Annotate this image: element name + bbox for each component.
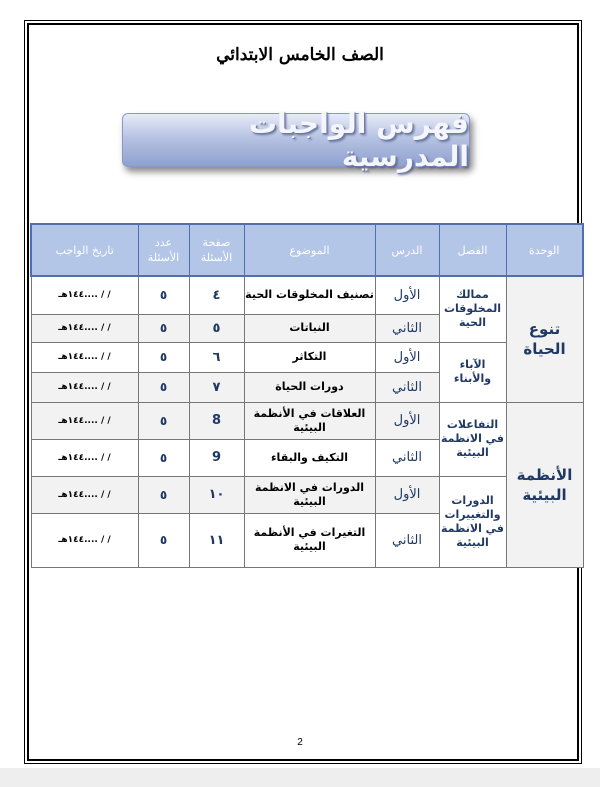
page-cell: 9 <box>189 439 244 476</box>
page-cell: ١١ <box>189 513 244 567</box>
count-cell: ٥ <box>138 402 189 439</box>
date-cell: / / ....١٤٤هـ <box>31 439 138 476</box>
chapter-cell: الدورات والتغييرات في الانظمة البيئية <box>439 476 506 567</box>
chapter-cell: التفاعلات في الانظمة البيئية <box>439 402 506 476</box>
col-header-chapter: الفصل <box>439 224 506 276</box>
col-header-page: صفحة الأسئلة <box>189 224 244 276</box>
date-cell: / / ....١٤٤هـ <box>31 476 138 513</box>
col-header-lesson: الدرس <box>375 224 439 276</box>
page-cell: ١٠ <box>189 476 244 513</box>
topic-cell: دورات الحياة <box>244 372 375 402</box>
topic-cell: التغيرات في الأنظمة البيئية <box>244 513 375 567</box>
page-cell: ٥ <box>189 314 244 342</box>
unit-cell: الأنظمة البيئية <box>506 402 583 567</box>
count-cell: ٥ <box>138 342 189 372</box>
lesson-cell: الثاني <box>375 314 439 342</box>
lesson-cell: الثاني <box>375 439 439 476</box>
date-cell: / / ....١٤٤هـ <box>31 372 138 402</box>
topic-cell: التكيف والبقاء <box>244 439 375 476</box>
lesson-cell: الأول <box>375 276 439 314</box>
date-cell: / / ....١٤٤هـ <box>31 402 138 439</box>
lesson-cell: الثاني <box>375 372 439 402</box>
homework-index-table <box>30 223 584 568</box>
page-bottom-strip <box>0 768 600 787</box>
date-cell: / / ....١٤٤هـ <box>31 276 138 314</box>
lesson-cell: الأول <box>375 402 439 439</box>
count-cell: ٥ <box>138 476 189 513</box>
table-row <box>31 276 583 314</box>
page-cell: ٦ <box>189 342 244 372</box>
col-header-topic: الموضوع <box>244 224 375 276</box>
page-cell: 8 <box>189 402 244 439</box>
topic-cell: الدورات في الانظمة البيئية <box>244 476 375 513</box>
topic-cell: العلاقات في الأنظمة البيئية <box>244 402 375 439</box>
date-cell: / / ....١٤٤هـ <box>31 513 138 567</box>
lesson-cell: الأول <box>375 342 439 372</box>
lesson-cell: الأول <box>375 476 439 513</box>
count-cell: ٥ <box>138 372 189 402</box>
col-header-date: تاريخ الواجب <box>31 224 138 276</box>
date-cell: / / ....١٤٤هـ <box>31 314 138 342</box>
chapter-cell: الآباء والأبناء <box>439 342 506 402</box>
topic-cell: النباتات <box>244 314 375 342</box>
topic-cell: تصنيف المخلوقات الحية <box>244 276 375 314</box>
table-row <box>31 402 583 439</box>
chapter-cell: ممالك المخلوقات الحية <box>439 276 506 342</box>
count-cell: ٥ <box>138 439 189 476</box>
col-header-count: عدد الأسئلة <box>138 224 189 276</box>
table-row <box>31 342 583 372</box>
page-cell: ٧ <box>189 372 244 402</box>
date-cell: / / ....١٤٤هـ <box>31 342 138 372</box>
page-cell: ٤ <box>189 276 244 314</box>
banner-title: فهرس الواجبات المدرسية <box>248 107 469 173</box>
topic-cell: التكاثر <box>244 342 375 372</box>
index-banner <box>122 107 470 173</box>
table-row <box>31 476 583 513</box>
count-cell: ٥ <box>138 314 189 342</box>
page-number: 2 <box>297 737 303 748</box>
grade-title: الصف الخامس الابتدائي <box>216 45 384 65</box>
unit-cell: تنوع الحياة <box>506 276 583 402</box>
lesson-cell: الثاني <box>375 513 439 567</box>
table-header-row <box>31 224 583 276</box>
col-header-unit: الوحدة <box>506 224 583 276</box>
count-cell: ٥ <box>138 276 189 314</box>
count-cell: ٥ <box>138 513 189 567</box>
